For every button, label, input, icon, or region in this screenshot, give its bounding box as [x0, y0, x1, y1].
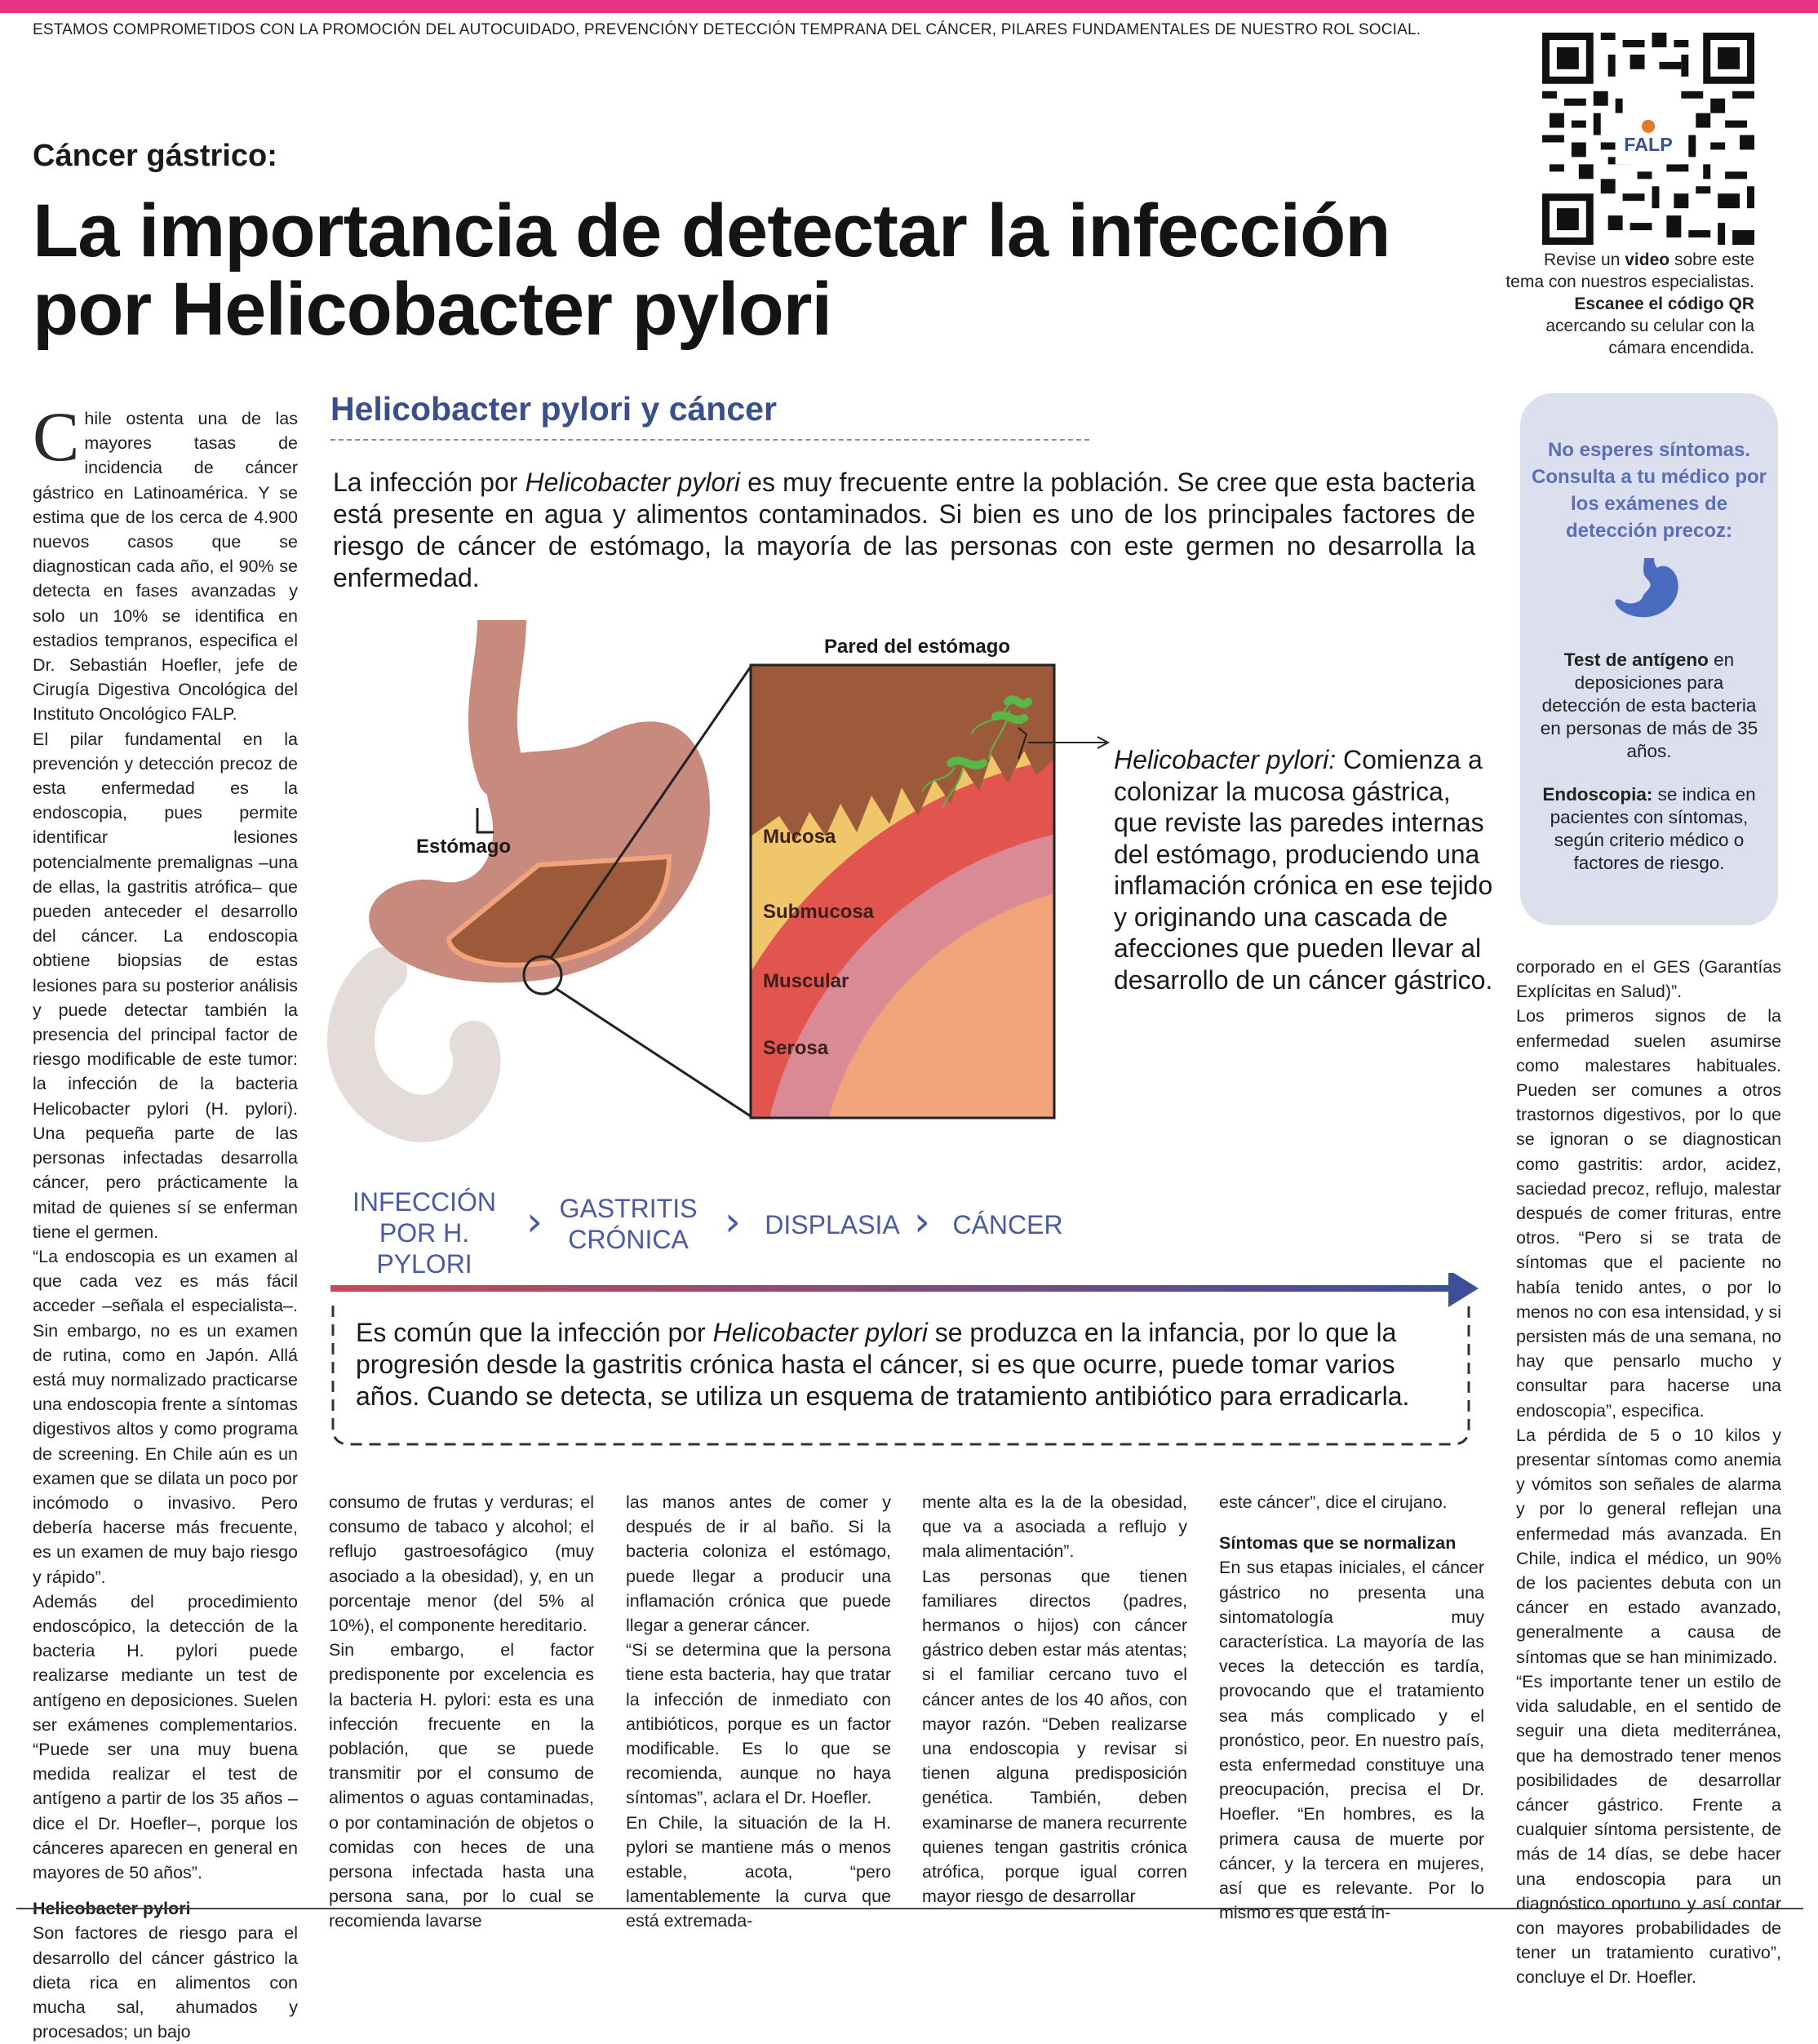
chevron-right-icon: ›: [526, 1198, 543, 1245]
note-text-italic: Helicobacter pylori: [712, 1318, 928, 1347]
page-title: [33, 189, 1420, 351]
wall-label: Pared del estómago: [824, 636, 1011, 658]
stomach-icon: [1612, 556, 1685, 625]
stage-infeccion: INFECCIÓN POR H. PYLORI: [353, 1187, 496, 1279]
qr-caption-1b: video: [1625, 251, 1670, 269]
article-column-3: las manos antes de comer y después de ir al baño. Si la bacteria coloniza el estómago, puede llegar a producir una inflamación crónica que puede llegar a generar cáncer. “Si se determina que la persona tiene esta bacteria, hay que tratar la infección de inmediato con antibióticos, porque es un factor modificable. Es lo que se recomienda, aunque no haya síntomas”, aclara el Dr. Hoefler. En Chile, la situación de la H. pylori se mantiene más o menos estable, acota, “pero lamentablemente la curva que está extremada-: [626, 1492, 891, 1931]
h-pylori-desc: Comienza a colonizar la mucosa gástrica, que reviste las paredes internas del estómago, produciendo una inflamación crónica en ese tejido y originando una cascada de afecciones que pueden llevar al desarrollo de un cáncer gástrico.: [1114, 745, 1493, 995]
sidebar-heading: No esperes síntomas. Consulta a tu médico por los exámenes de detección precoz:: [1531, 439, 1767, 542]
sidebar-item2-text: se indica en pacientes con síntomas, según criterio médico o factores de riesgo.: [1550, 784, 1756, 873]
stomach-label: Estómago: [416, 836, 512, 858]
col5-paragraph-2: En sus etapas iniciales, el cáncer gástrico no presenta una sintomatología muy característica. La mayoría de las veces la detección es tardía, provocando que el tratamiento sea más complicado y el pronóstico, peor. En nuestro país, esta enfermedad constituye una preocupación, precisa el Dr. Hoefler. “En hombres, es la primera causa de muerte por cáncer, y la tercera en mujeres, así que es relevante. Por lo mismo es que está in-: [1219, 1558, 1484, 1923]
qr-code-icon[interactable]: [1542, 33, 1754, 245]
col1-paragraph-3: “La endoscopia es un examen al que cada vez es más fácil acceder –señala el especialista–. Sin embargo, no es un examen de rutina, como en Japón. Allá está muy normalizado practicarse una endoscopia frente a síntomas digestivos altos y como programa de screening. En Chile aún es un examen que se dilata un poco por incómodo o invasivo. Pero debería hacerse más frecuente, es un examen de muy bajo riesgo y rápido”.: [33, 1246, 298, 1587]
article-column-2: consumo de frutas y verduras; el consumo de tabaco y alcohol; el reflujo gastroesofágico (muy asociado a la obesidad), y, en un porcentaje menor (del 5% al 10%), el componente hereditario. Sin embargo, el factor predisponente por excelencia es la bacteria H. pylori: esta es una infección frecuente en la población, que se puede transmitir por el consumo de alimentos o aguas contaminadas, o por contaminación de objetos o comidas con heces de una persona infectada hasta una persona sana, por lo cual se recomienda lavarse: [329, 1492, 594, 1931]
progression-note: [356, 1317, 1457, 1412]
stage-displasia: DISPLASIA: [765, 1210, 900, 1239]
kicker: Cáncer gástrico:: [33, 139, 277, 173]
layer-label-serosa: Serosa: [763, 1037, 829, 1059]
col1-paragraph-1: hile ostenta una de las mayores tasas de incidencia de cáncer gástrico en Latinoamérica. Y se estima que de los cerca de 4.900 nuevos casos que se diagnostican cada año, el 90% se detecta en fases avanzadas y solo un 10% se identifica en estadios tempranos, especifica el Dr. Sebastián Hoefler, jefe de Cirugía Digestiva Oncológica del Instituto Oncológico FALP.: [33, 409, 298, 725]
esophagus-shape: [493, 620, 502, 775]
headline-line-2: por Helicobacter pylori: [33, 268, 832, 351]
qr-caption-2: sobre este tema con nuestros especialistas.: [1505, 251, 1754, 291]
note-text-a: Es común que la infección por: [356, 1318, 713, 1347]
note-text-b: se produzca en la infancia, por lo que la progresión desde la gastritis crónica hasta el cáncer, si es que ocurre, puede tomar varios años. Cuando se detecta, se utiliza un esquema de tratamiento antibiótico para erradicarla.: [356, 1318, 1410, 1411]
layer-label-muscular: Muscular: [763, 970, 849, 992]
intro-text-italic: Helicobacter pylori: [525, 468, 741, 497]
col5-paragraph-1: este cáncer”, dice el cirujano.: [1219, 1492, 1448, 1512]
qr-caption-1: Revise un: [1544, 251, 1625, 269]
chevron-right-icon: ›: [914, 1198, 930, 1245]
tagline: ESTAMOS COMPROMETIDOS CON LA PROMOCIÓN DEL AUTOCUIDADO, PREVENCIÓNY DETECCIÓN TEMPRANA DEL CÁNCER, PILARES FUNDAMENTALES DE NUESTRO ROL SOCIAL.: [33, 21, 1421, 38]
intro-text-a: La infección por: [333, 468, 525, 497]
headline-line-1: La importancia de detectar la infección: [33, 189, 1390, 273]
qr-caption: [1501, 249, 1754, 359]
layer-label-submucosa: Submucosa: [763, 901, 875, 923]
infographic-intro: [333, 467, 1475, 594]
bottom-rule: [16, 1908, 1803, 1909]
article-column-6: corporado en el GES (Garantías Explícitas en Salud)”. Los primeros signos de la enfermedad suelen asumirse como malestares habituales. Pueden ser comunes a otros trastornos digestivos, por lo que se ignoran o se diagnostican como gastritis: ardor, acidez, saciedad precoz, reflujo, malestar después de comer frituras, entre otros. “Pero si se trata de síntomas que el paciente no había tenido antes, o por lo menos no con esa intensidad, y si persisten más de una semana, no hay que pensarlo mucho y consultar para hacerse una endoscopia”, especifica. La pérdida de 5 o 10 kilos y presentar síntomas como anemia y vómitos son señales de alarma y por lo general reflejan una enfermedad más avanzada. En Chile, indica el médico, un 90% de los pacientes debuta con un cáncer en estado avanzado, generalmente a causa de síntomas que se han minimizado. “Es importante tener un estilo de vida saludable, en el sentido de seguir una dieta mediterránea, que ha demostrado tener menos posibilidades de desarrollar cáncer gástrico. Frente a cualquier síntoma persistente, de más de 14 días, se debe hacer una endoscopia para un diagnóstico oportuno y así contar con mayores probabilidades de tener un tratamiento curativo”, concluye el Dr. Hoefler.: [1516, 957, 1781, 1988]
sidebar-endoscopia: [1534, 783, 1764, 875]
sidebar-item1-title: Test de antígeno: [1563, 650, 1709, 670]
sidebar-item2-title: Endoscopia:: [1542, 784, 1653, 805]
drop-cap: C: [33, 397, 80, 476]
article-column-4: mente alta es la de la obesidad, que va a asociada a reflujo y mala alimentación”. Las personas que tienen familiares directos (padres, hermanos o hijos) con cáncer gástrico deben estar más atentas; si el familiar cercano tuvo el cáncer antes de los 40 años, con mayor razón. “Deben realizarse una endoscopia y revisar si tienen alguna predisposición genética. También, deben examinarse de manera recurrente quienes tengan gastritis crónica atrófica, porque igual corren mayor riesgo de desarrollar: [922, 1492, 1187, 1907]
col1-paragraph-5: Son factores de riesgo para el desarrollo del cáncer gástrico la dieta rica en alimentos con mucha sal, ahumados y procesados; un bajo: [33, 1923, 298, 2042]
h-pylori-description: [1114, 744, 1497, 995]
intestine-shape: [351, 971, 477, 1119]
chevron-right-icon: ›: [725, 1198, 741, 1245]
top-accent-bar: [0, 0, 1818, 13]
progression-stages: [326, 1183, 1485, 1279]
stage-gastritis: GASTRITIS CRÓNICA: [559, 1194, 698, 1254]
qr-caption-3: acercando su celular con la cámara encendida.: [1545, 317, 1754, 357]
qr-logo-text: FALP: [1624, 134, 1673, 156]
intro-text-b: es muy frecuente entre la población. Se cree que esta bacteria está presente en agua y alimentos contaminados. Si bien es uno de los principales factores de riesgo de cáncer de estómago, la mayoría de las personas con este germen no desarrolla la enfermedad.: [333, 468, 1476, 592]
col1-paragraph-4: Además del procedimiento endoscópico, la detección de la bacteria H. pylori puede realizarse mediante un test de antígeno en deposiciones. Suelen ser exámenes complementarios. “Puede ser una muy buena medida realizar el test de antígeno a partir de los 35 años –dice el Dr. Hoefler–, porque los cánceres aparecen en general en mayores de 50 años”.: [33, 1591, 298, 1882]
h-pylori-name: Helicobacter pylori:: [1114, 745, 1337, 774]
sidebar-item1-text: en deposiciones para detección de esta bacteria en personas de más de 35 años.: [1540, 650, 1758, 761]
layer-label-mucosa: Mucosa: [763, 826, 836, 848]
stage-cancer: CÁNCER: [952, 1210, 1063, 1239]
col5-subheading: Síntomas que se normalizan: [1219, 1533, 1457, 1554]
article-column-1: [33, 397, 298, 2044]
article-column-5: [1219, 1490, 1484, 1925]
qr-caption-2b: Escanee el código QR: [1574, 295, 1754, 313]
divider: [330, 439, 1089, 441]
sidebar-test-antigeno: [1534, 649, 1764, 763]
infographic-title: Helicobacter pylori y cáncer: [330, 390, 777, 428]
zoom-line-bottom: [556, 989, 751, 1116]
col1-subheading: Helicobacter pylori: [33, 1899, 191, 1919]
col1-paragraph-2: El pilar fundamental en la prevención y detección precoz de esta enfermedad es la endoscopia, pues permite identificar lesiones potencialmente premalignas –una de ellas, la gastritis atrófica– que pueden anteceder el desarrollo del cáncer. La endoscopia obtiene biopsias de estas lesiones para su posterior análisis y puede detectar también la presencia del principal factor de riesgo modificable de este tumor: la infección de la bacteria Helicobacter pylori (H. pylori). Una pequeña parte de las personas infectadas desarrolla cáncer, pero prácticamente la mitad de quienes sí se enferman tiene el germen.: [33, 729, 298, 1242]
